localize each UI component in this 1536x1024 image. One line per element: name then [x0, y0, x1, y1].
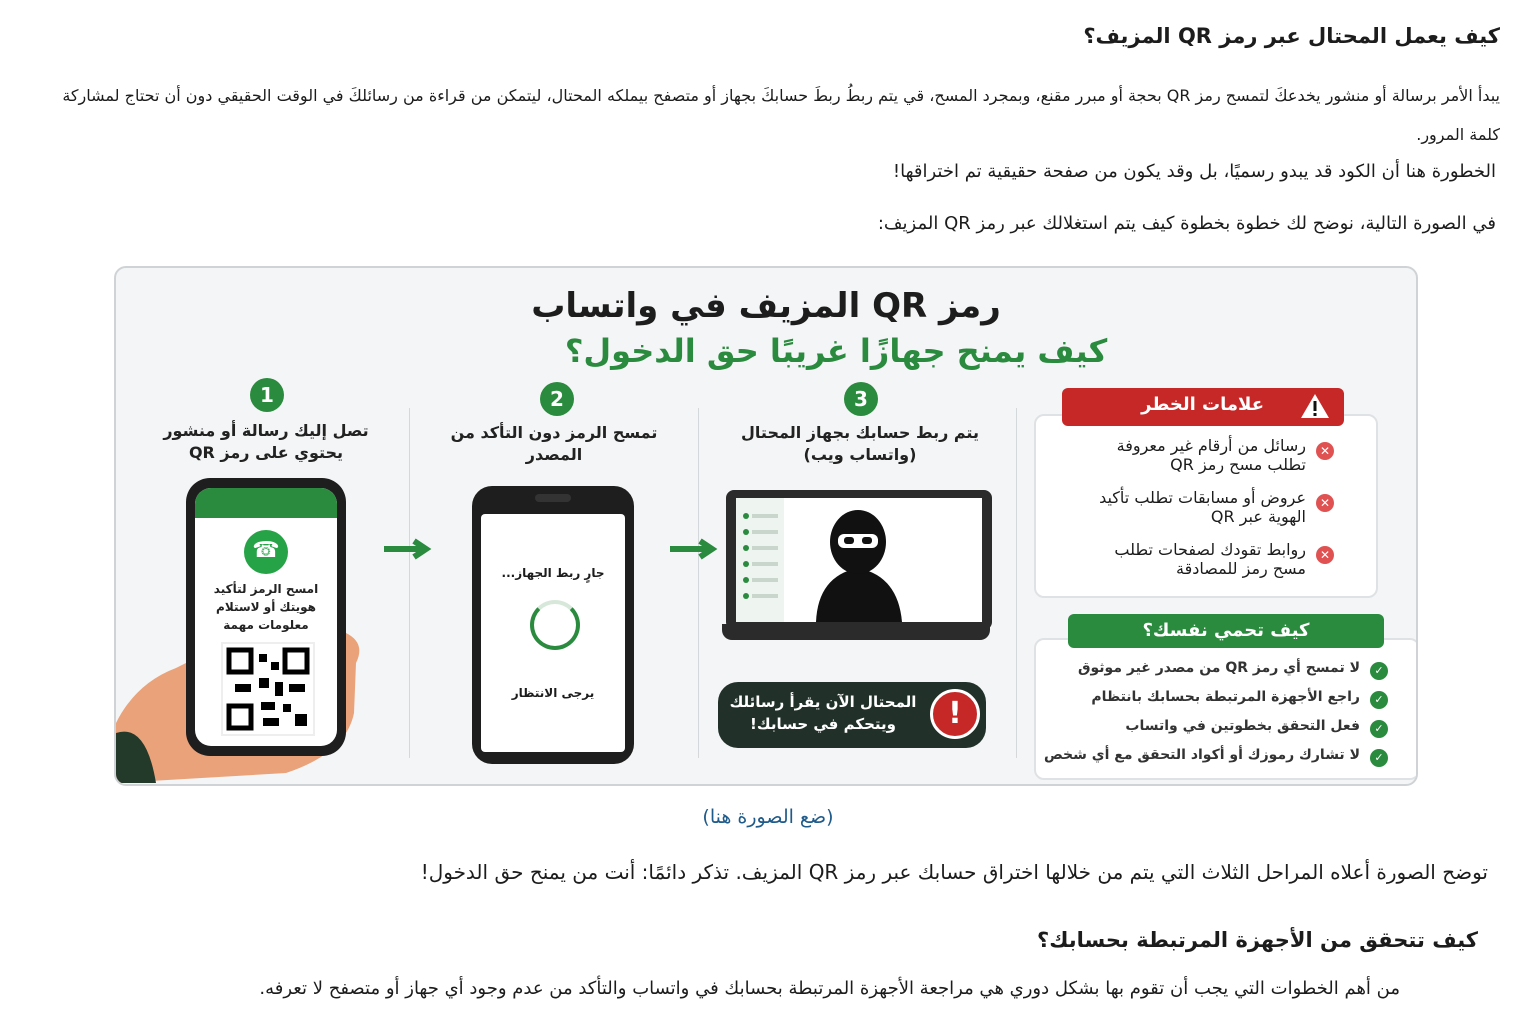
arrow-right-icon	[668, 538, 724, 560]
whatsapp-icon	[244, 530, 288, 574]
danger-signs-title: علامات الخطر	[1141, 394, 1264, 415]
protect-item-text: فعل التحقق بخطوتين في واتساب	[1125, 718, 1360, 734]
step-1-number: 1	[250, 378, 284, 412]
step-1-text: تصل إليك رسالة أو منشور يحتوي على رمز QR	[163, 421, 369, 463]
exclamation-icon: !	[930, 689, 980, 739]
check-icon: ✓	[1370, 691, 1388, 709]
infographic	[114, 266, 1418, 786]
protect-item	[1038, 660, 1418, 688]
check-icon: ✓	[1370, 749, 1388, 767]
infographic-title: رمز QR المزيف في واتساب	[531, 286, 1001, 326]
x-icon: ✕	[1316, 546, 1334, 564]
danger-item-text: روابط تقودك لصفحات تطلب مسح رمز للمصادقة	[1114, 540, 1306, 578]
linking-status: جارٍ ربط الجهاز...	[501, 566, 605, 580]
hacker-laptop	[726, 490, 992, 646]
x-icon: ✕	[1316, 494, 1334, 512]
image-caption: (ضع الصورة هنا)	[702, 806, 834, 828]
step-2-text: تمسح الرمز دون التأكد من المصدر	[450, 423, 658, 465]
warning-icon	[1300, 392, 1330, 420]
divider	[409, 408, 410, 758]
heading-linked-devices: كيف تتحقق من الأجهزة المرتبطة بحسابك؟	[1037, 928, 1478, 952]
phone-qr-message	[186, 478, 346, 756]
step-3-number: 3	[844, 382, 878, 416]
phone-linking	[472, 486, 634, 764]
infographic-subtitle: كيف يمنح جهازًا غريبًا حق الدخول؟	[564, 332, 1108, 370]
alert-text: المحتال الآن يقرأ رسائلك ويتحكم في حسابك!	[729, 693, 917, 733]
check-icon: ✓	[1370, 720, 1388, 738]
danger-item-text: عروض أو مسابقات تطلب تأكيد الهوية عبر QR	[1099, 488, 1306, 526]
heading-how-scammer-works: كيف يعمل المحتال عبر رمز QR المزيف؟	[1083, 24, 1500, 48]
protect-item-text: لا تمسح أي رمز QR من مصدر غير موثوق	[1077, 660, 1360, 676]
loading-spinner-icon	[530, 600, 580, 650]
wait-text: يرجى الانتظار	[511, 686, 595, 700]
divider	[698, 408, 699, 758]
protect-item	[1038, 718, 1418, 746]
scammer-alert	[718, 682, 986, 748]
qr-code-icon	[221, 642, 315, 736]
check-icon: ✓	[1370, 662, 1388, 680]
step-3-text: يتم ربط حسابك بجهاز المحتال (واتساب ويب)	[741, 423, 979, 465]
arrow-right-icon	[382, 538, 438, 560]
step-2-number: 2	[540, 382, 574, 416]
summary-paragraph: توضح الصورة أعلاه المراحل الثلاث التي يتم من خلالها اختراق حسابك عبر رمز QR المزيف. تذكر دائمًا: أنت من يمنح حق الدخول!	[420, 860, 1488, 884]
linked-devices-paragraph: من أهم الخطوات التي يجب أن تقوم بها بشكل دوري هي مراجعة الأجهزة المرتبطة بحسابك في واتساب والتأكد من عدم وجود أي جهاز أو متصفح لا تعرفه.	[259, 978, 1400, 999]
danger-item-text: رسائل من أرقام غير معروفة تطلب مسح رمز QR	[1116, 436, 1306, 474]
protect-item	[1038, 689, 1418, 717]
x-icon: ✕	[1316, 442, 1334, 460]
protect-yourself-header: كيف تحمي نفسك؟	[1068, 614, 1384, 648]
danger-signs-panel	[1034, 414, 1378, 598]
intro-paragraph: يبدأ الأمر برسالة أو منشور يخدعكَ لتمسح رمز QR بحجة أو مبرر مقنع، وبمجرد المسح، قي يتم ربطُ ربطَ حسابكَ بجهاز أو متصفح بيملكه المحتال، ليتمكن من قراءة من رسائلكَ في الوقت الحقيقي دون أن تحتاج لمشاركة كلمة المرور.	[62, 86, 1500, 144]
next-paragraph: في الصورة التالية، نوضح لك خطوة بخطوة كيف يتم استغلالك عبر رمز QR المزيف:	[877, 213, 1496, 234]
protect-item	[1038, 747, 1418, 775]
danger-signs-header	[1062, 388, 1344, 426]
laptop-base	[722, 624, 990, 640]
divider	[1016, 408, 1017, 758]
phone1-message: امسح الرمز لتأكيد هويتك أو لاستلام معلومات مهمة	[213, 582, 319, 632]
protect-item-text: راجع الأجهزة المرتبطة بحسابك بانتظام	[1091, 689, 1360, 705]
danger-paragraph: الخطورة هنا أن الكود قد يبدو رسميًا، بل وقد يكون من صفحة حقيقية تم اختراقها!	[892, 161, 1496, 182]
protect-yourself-panel	[1034, 638, 1418, 780]
protect-item-text: لا تشارك رموزك أو أكواد التحقق مع أي شخص	[1043, 747, 1360, 763]
